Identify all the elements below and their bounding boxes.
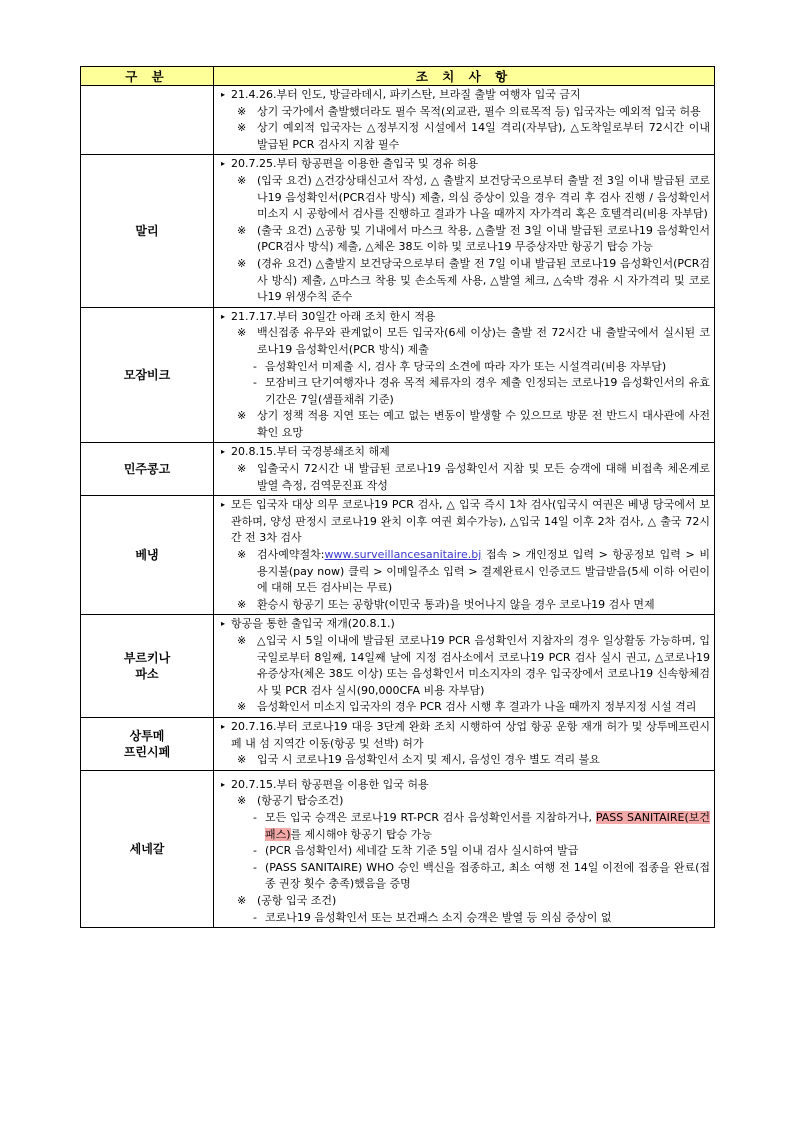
list-item: ※ (항공기 탑승조건): [237, 794, 344, 808]
list-item: ※ 검사예약절차:www.surveillancesanitaire.bj 접속 > 개인정보 입력 > 항공정보 입력 > 비용지불(pay now) 클릭 > 이메일주소 입력 > 결제완료시 인증코드 발급받음(5세 이하 어린이에 대해 모든 검사비는 무료): [237, 548, 710, 595]
measures-cell: [214, 155, 715, 307]
country-cell: 말리: [81, 155, 214, 307]
list-item: ※ 입출국시 72시간 내 발급된 코로나19 음성확인서 지참 및 모든 승객에 대해 비접촉 체온계로 발열 측정, 검역문진표 작성: [237, 462, 710, 492]
list-item: - (PASS SANITAIRE) WHO 승인 백신을 접종하고, 최소 여행 전 14일 이전에 접종을 완료(접종 권장 횟수 충족)했음을 증명: [253, 860, 710, 891]
measures-cell: [214, 770, 715, 927]
table-row: [81, 770, 715, 927]
country-cell: 세네갈: [81, 770, 214, 927]
country-cell: 모잠비크: [81, 307, 214, 443]
list-item: ▸ 항공을 통한 출입국 재개(20.8.1.): [221, 617, 395, 631]
measures-table: [80, 66, 715, 928]
country-cell: [81, 86, 214, 155]
highlighted-text: PASS SANITAIRE(보건패스): [265, 810, 711, 841]
country-cell: 민주콩고: [81, 443, 214, 496]
list-item: ※ (공항 입국 조건): [237, 893, 337, 907]
list-item: ▸ 20.7.25.부터 항공편을 이용한 출입국 및 경유 허용: [221, 157, 479, 171]
country-cell: 부르키나 파소: [81, 615, 214, 718]
table-row: [81, 717, 715, 770]
list-item: ※ 상기 국가에서 출발했더라도 필수 목적(외교관, 필수 의료목적 등) 입국자는 예외적 입국 허용: [237, 104, 701, 118]
list-item: ▸ 20.7.15.부터 항공편을 이용한 입국 허용: [221, 777, 429, 791]
list-item: - (PCR 음성확인서) 세네갈 도착 기준 5일 이내 검사 실시하여 발급: [253, 844, 579, 858]
list-item: ※ 상기 예외적 입국자는 △정부지정 시설에서 14일 격리(자부담), △도착일로부터 72시간 이내 발급된 PCR 검사지 지참 필수: [237, 121, 710, 151]
list-item: ※ 상기 정책 적용 지연 또는 예고 없는 변동이 발생할 수 있으므로 방문 전 반드시 대사관에 사전 확인 요망: [237, 409, 710, 439]
list-item: ※ 음성확인서 미소지 입국자의 경우 PCR 검사 시행 후 결과가 나올 때까지 정부지정 시설 격리: [237, 700, 697, 714]
table-row: [81, 86, 715, 155]
list-item: ▸ 20.8.15.부터 국경봉쇄조치 해제: [221, 445, 390, 459]
country-cell: 베냉: [81, 496, 214, 615]
list-item: - 모든 입국 승객은 코로나19 RT-PCR 검사 음성확인서를 지참하거나, PASS SANITAIRE(보건패스)를 제시해야 항공기 탑승 가능: [253, 810, 711, 841]
measures-cell: [214, 307, 715, 443]
table-row: [81, 496, 715, 615]
table-row: [81, 615, 715, 718]
country-cell: 상투메 프린시페: [81, 717, 214, 770]
list-item: ※ (입국 요건) △건강상태신고서 작성, △ 출발지 보건당국으로부터 출발 전 3일 이내 발급된 코로나19 음성확인서(PCR검사 방식) 제출, 의심 증상이 있을 경우 격리 후 검사 진행 / 음성확인서 미소지 시 공항에서 검사를 진행하고 결과가 나올 때까지 자가격리 혹은 호텔격리(비용 자부담): [237, 173, 710, 221]
list-item: ※ (출국 요건) △공항 및 기내에서 마스크 착용, △출발 전 3일 이내 발급된 코로나19 음성확인서(PCR검사 방식) 제출, △체온 38도 이하 및 코로나19 무증상자만 항공기 탑승 가능: [237, 223, 710, 254]
measures-cell: [214, 615, 715, 718]
list-item: - 음성확인서 미제출 시, 검사 후 당국의 소견에 따라 자가 또는 시설격리(비용 자부담): [253, 359, 667, 373]
surveillance-link[interactable]: www.surveillancesanitaire.bj: [324, 548, 482, 562]
list-item: ※ (경유 요건) △출발지 보건당국으로부터 출발 전 7일 이내 발급된 코로나19 음성확인서(PCR검사 방식) 제출, △마스크 착용 및 손소독제 사용, △발열 체크, △숙박 경유 시 자가격리 및 코로나19 위생수칙 준수: [237, 256, 710, 304]
list-item: - 코로나19 음성확인서 또는 보건패스 소지 승객은 발열 등 의심 증상이 없: [253, 910, 612, 924]
table-row: [81, 443, 715, 496]
table-row: [81, 307, 715, 443]
list-item: ※ 백신접종 유무와 관계없이 모든 입국자(6세 이상)는 출발 전 72시간 내 출발국에서 실시된 코로나19 음성확인서(PCR 방식) 제출: [237, 326, 710, 356]
header-category: 구 분: [81, 67, 214, 86]
header-measures: 조 치 사 항: [214, 67, 715, 86]
measures-cell: [214, 717, 715, 770]
measures-cell: [214, 496, 715, 615]
list-item: ▸ 21.4.26.부터 인도, 방글라데시, 파키스탄, 브라질 출발 여행자 입국 금지: [221, 88, 581, 101]
table-row: [81, 155, 715, 307]
list-item: ※ △입국 시 5일 이내에 발급된 코로나19 PCR 음성확인서 지참자의 경우 일상활동 가능하며, 입국일로부터 8일째, 14일째 날에 지정 검사소에서 코로나19 PCR 검사 실시 권고, △코로나19 유증상자(체온 38도 이상) 또는 음성확인서 미소지자의 경우 입국장에서 코로나19 신속항체검사 및 PCR 검사 실시(90,000CFA 비용 자부담): [237, 634, 710, 697]
list-item: ※ 환승시 항공기 또는 공항밖(이민국 통과)을 벗어나지 않을 경우 코로나19 검사 면제: [237, 597, 655, 611]
list-item: ▸ 모든 입국자 대상 의무 코로나19 PCR 검사, △ 입국 즉시 1차 검사(입국시 여권은 베냉 당국에서 보관하며, 양성 판정시 코로나19 완치 이후 여권 회수가능), △입국 14일 이후 2차 검사, △ 출국 72시간 전 3차 검사: [221, 498, 710, 545]
measures-cell: [214, 86, 715, 155]
table-header-row: [81, 67, 715, 86]
list-item: - 모잠비크 단기여행자나 경유 목적 체류자의 경우 제출 인정되는 코로나19 음성확인서의 유효기간은 7일(샘플채취 기준): [253, 376, 710, 406]
list-item: ▸ 21.7.17.부터 30일간 아래 조치 한시 적용: [221, 309, 436, 323]
measures-cell: [214, 443, 715, 496]
list-item: ※ 입국 시 코로나19 음성확인서 소지 및 제시, 음성인 경우 별도 격리 불요: [237, 753, 600, 767]
list-item: ▸ 20.7.16.부터 코로나19 대응 3단계 완화 조치 시행하여 상업 항공 운항 재개 허가 및 상투메프린시페 내 섬 지역간 이동(항공 및 선박) 허가: [221, 719, 710, 750]
